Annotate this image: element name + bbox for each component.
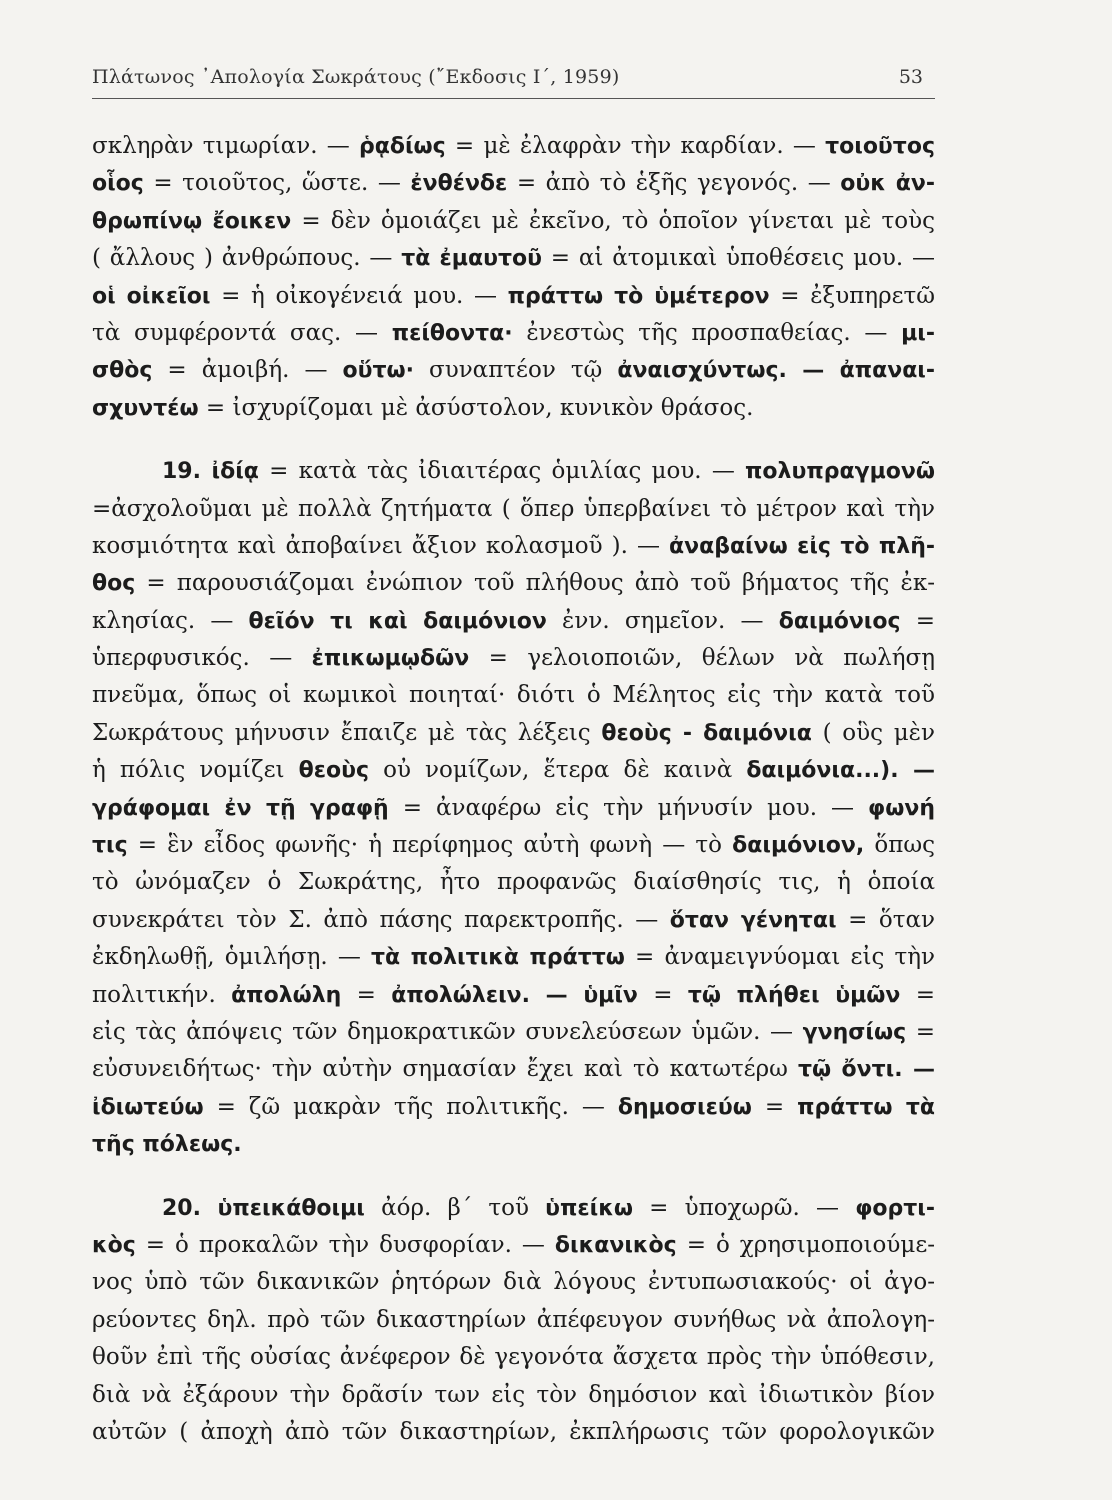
text-line: 20. ὑπεικάθοιμι ἀόρ. β΄ τοῦ ὑπείκω = ὑποχωρῶ. — φορτι- <box>162 1194 935 1221</box>
text-line: κλησίας. — θεῖόν τι καὶ δαιμόνιον ἐνν. σημεῖον. — δαιμόνιος = <box>92 607 935 634</box>
text-line: σκληρὰν τιμωρίαν. — ῥᾳδίως = μὲ ἐλαφρὰν τὴν καρδίαν. — τοιοῦτος <box>92 133 935 159</box>
text-line: εἰς τὰς ἀπόψεις τῶν δημοκρατικῶν συνελεύσεων ὑμῶν. — γνησίως = <box>92 1018 935 1045</box>
text-line: =ἀσχολοῦμαι μὲ πολλὰ ζητήματα ( ὅπερ ὑπερβαίνει τὸ μέτρον καὶ τὴν <box>92 495 935 522</box>
text-line: θοῦν ἐπὶ τῆς οὐσίας ἀνέφερον δὲ γεγονότα ἄσχετα πρὸς τὴν ὑπόθεσιν, <box>92 1344 935 1371</box>
text-line: γράφομαι ἐν τῇ γραφῇ = ἀναφέρω εἰς τὴν μήνυσίν μου. — φωνή <box>92 794 935 821</box>
text-line: τὰ συμφέροντά σας. — πείθοντα· ἐνεστὼς τῆς προσπαθείας. — μι- <box>92 319 935 346</box>
text-line: Σωκράτους μήνυσιν ἔπαιζε μὲ τὰς λέξεις θεοὺς - δαιμόνια ( οὓς μὲν <box>92 719 935 746</box>
page-number: 53 <box>898 66 923 88</box>
text-line: αὐτῶν ( ἀποχὴ ἀπὸ τῶν δικαστηρίων, ἐκπλήρωσις τῶν φορολογικῶν <box>92 1418 935 1445</box>
text-line: ἐκδηλωθῇ, ὁμιλήσῃ. — τὰ πολιτικὰ πράττω = ἀναμειγνύομαι εἰς τὴν <box>92 944 935 971</box>
text-line: εὐσυνειδήτως· τὴν αὐτὴν σημασίαν ἔχει καὶ τὸ κατωτέρω τῷ ὄντι. — <box>92 1056 935 1083</box>
text-line: κὸς = ὁ προκαλῶν τὴν δυσφορίαν. — δικανικὸς = ὁ χρησιμοποιούμε- <box>92 1231 935 1258</box>
text-line: διὰ νὰ ἐξάρουν τὴν δρᾶσίν των εἰς τὸν δημόσιον καὶ ἰδιωτικὸν βίον <box>92 1381 935 1408</box>
text-line: θρωπίνῳ ἔοικεν = δὲν ὁμοιάζει μὲ ἐκεῖνο, τὸ ὁποῖον γίνεται μὲ τοὺς <box>92 207 935 234</box>
page-body-text <box>92 128 935 1451</box>
text-line: θος = παρουσιάζομαι ἐνώπιον τοῦ πλήθους ἀπὸ τοῦ βήματος τῆς ἐκ- <box>92 570 935 597</box>
text-line: σθὸς = ἀμοιβή. — οὕτω· συναπτέον τῷ ἀναισχύντως. — ἀπαναι- <box>92 357 935 384</box>
text-line: τῆς πόλεως. <box>92 1132 242 1158</box>
running-header <box>92 58 935 99</box>
text-line: τις = ἓν εἶδος φωνῆς· ἡ περίφημος αὐτὴ φωνὴ — τὸ δαιμόνιον, ὅπως <box>92 832 935 859</box>
text-line: οἱ οἰκεῖοι = ἡ οἰκογένειά μου. — πράττω τὸ ὑμέτερον = ἐξυπηρετῶ <box>92 282 935 309</box>
text-line: ὑπερφυσικός. — ἐπικωμῳδῶν = γελοιοποιῶν, θέλων νὰ πωλήσῃ <box>92 645 935 672</box>
text-line: κοσμιότητα καὶ ἀποβαίνει ἄξιον κολασμοῦ ). — ἀναβαίνω εἰς τὸ πλῆ- <box>92 532 935 559</box>
text-line: ἰδιωτεύω = ζῶ μακρὰν τῆς πολιτικῆς. — δημοσιεύω = πράττω τὰ <box>92 1093 935 1120</box>
text-line: πνεῦμα, ὅπως οἱ κωμικοὶ ποιηταί· διότι ὁ Μέλητος εἰς τὴν κατὰ τοῦ <box>92 682 935 709</box>
text-line: οἷος = τοιοῦτος, ὥστε. — ἐνθένδε = ἀπὸ τὸ ἑξῆς γεγονός. — οὐκ ἀν- <box>92 170 935 197</box>
text-line: ρεύοντες δηλ. πρὸ τῶν δικαστηρίων ἀπέφευγον συνήθως νὰ ἀπολογη- <box>92 1306 935 1333</box>
text-line: νος ὑπὸ τῶν δικανικῶν ῥητόρων διὰ λόγους ἐντυπωσιακούς· οἱ ἀγο- <box>92 1269 935 1296</box>
text-line: τὸ ὠνόμαζεν ὁ Σωκράτης, ἦτο προφανῶς διαίσθησίς τις, ἡ ὁποία <box>92 869 935 896</box>
header-title: Πλάτωνος ᾿Απολογία Σωκράτους (῎Εκδοσις Ι΄, 1959) <box>92 66 620 88</box>
text-line: συνεκράτει τὸν Σ. ἀπὸ πάσης παρεκτροπῆς. — ὅταν γένηται = ὅταν <box>92 906 935 933</box>
text-line: σχυντέω = ἰσχυρίζομαι μὲ ἀσύστολον, κυνικὸν θράσος. <box>92 394 754 421</box>
text-line: ἡ πόλις νομίζει θεοὺς οὐ νομίζων, ἕτερα δὲ καινὰ δαιμόνια...). — <box>92 757 935 784</box>
text-line: 19. ἰδίᾳ = κατὰ τὰς ἰδιαιτέρας ὁμιλίας μου. — πολυπραγμονῶ <box>162 458 935 485</box>
text-line: ( ἄλλους ) ἀνθρώπους. — τὰ ἐμαυτοῦ = αἱ ἀτομικαὶ ὑποθέσεις μου. — <box>92 245 935 272</box>
text-line: πολιτικήν. ἀπολώλη = ἀπολώλειν. — ὑμῖν = τῷ πλήθει ὑμῶν = <box>92 981 935 1008</box>
